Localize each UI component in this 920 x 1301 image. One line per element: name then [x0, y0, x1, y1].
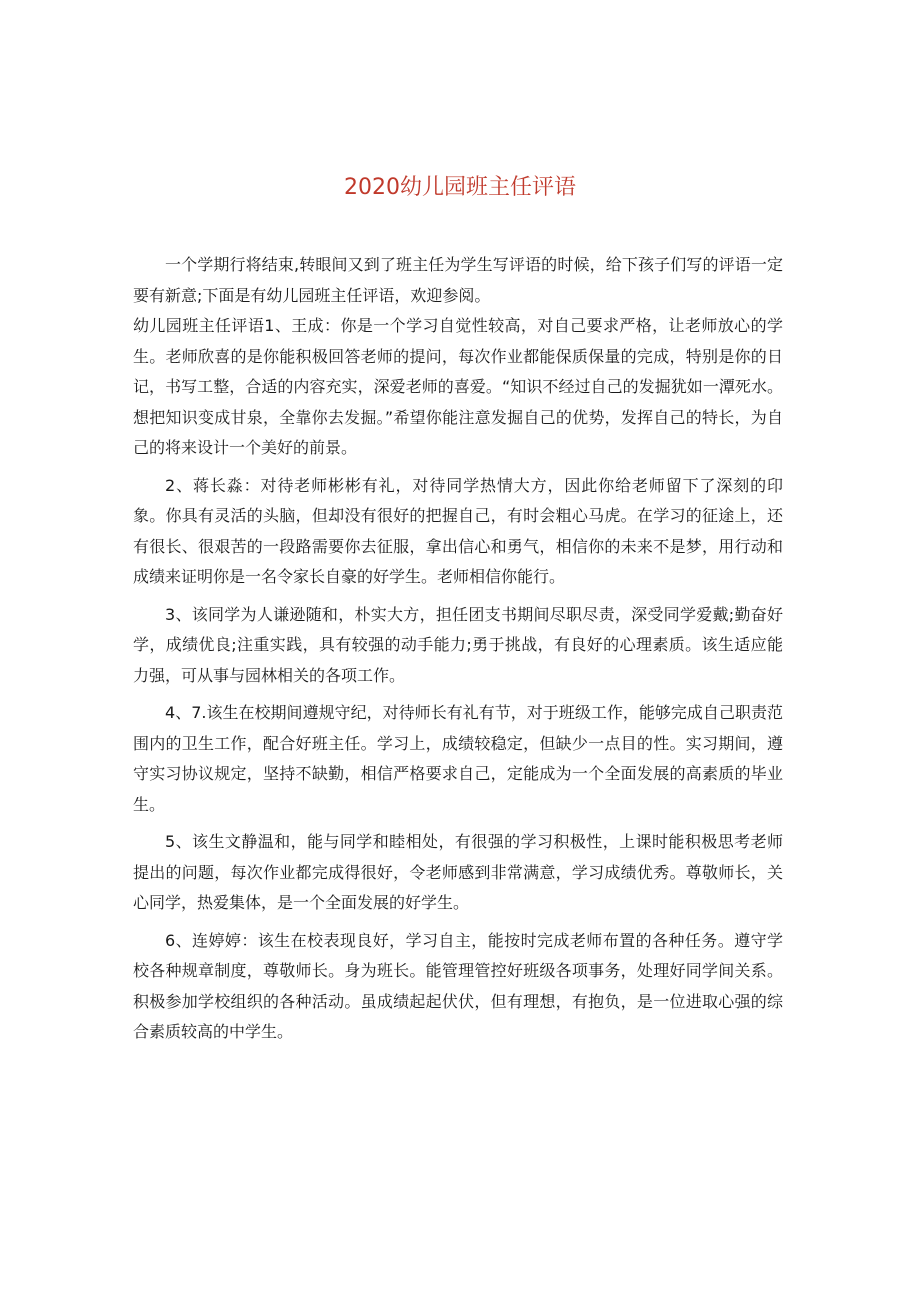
comment-paragraph-3: 3、该同学为人谦逊随和，朴实大方，担任团支书期间尽职尽责，深受同学爱戴;勤奋好学，成绩优良;注重实践，具有较强的动手能力;勇于挑战，有良好的心理素质。该生适应能力强，可从事与园林相关的各项工作。	[133, 604, 783, 685]
intro-paragraph: 一个学期行将结束,转眼间又到了班主任为学生写评语的时候，给下孩子们写的评语一定要有新意;下面是有幼儿园班主任评语，欢迎参阅。	[133, 255, 783, 305]
comment-paragraph-5: 5、该生文静温和，能与同学和睦相处，有很强的学习积极性，上课时能积极思考老师提出的问题，每次作业都完成得很好，令老师感到非常满意，学习成绩优秀。尊敬师长，关心同学，热爱集体，是一个全面发展的好学生。	[133, 832, 783, 912]
comment-paragraph-2: 2、蒋长淼：对待老师彬彬有礼，对待同学热情大方，因此你给老师留下了深刻的印象。你具有灵活的头脑，但却没有很好的把握自己，有时会粗心马虎。在学习的征途上，还有很长、很艰苦的一段路需要你去征服，拿出信心和勇气，相信你的未来不是梦，用行动和成绩来证明你是一名令家长自豪的好学生。老师相信你能行。	[133, 475, 783, 586]
comment-paragraph-4: 4、7.该生在校期间遵规守纪，对待师长有礼有节，对于班级工作，能够完成自己职责范围内的卫生工作，配合好班主任。学习上，成绩较稳定，但缺少一点目的性。实习期间，遵守实习协议规定，坚持不缺勤，相信严格要求自己，定能成为一个全面发展的高素质的毕业生。	[133, 703, 783, 814]
comment-paragraph-1: 幼儿园班主任评语1、王成：你是一个学习自觉性较高，对自己要求严格，让老师放心的学生。老师欣喜的是你能积极回答老师的提问，每次作业都能保质保量的完成，特别是你的日记，书写工整，合适的内容充实，深爱老师的喜爱。“知识不经过自己的发掘犹如一潭死水。想把知识变成甘泉，全靠你去发掘。”希望你能注意发掘自己的优势，发挥自己的特长，为自己的将来设计一个美好的前景。	[133, 316, 783, 457]
document-title: 2020幼儿园班主任评语	[344, 175, 576, 200]
comment-paragraph-6: 6、连婷婷：该生在校表现良好，学习自主，能按时完成老师布置的各种任务。遵守学校各种规章制度，尊敬师长。身为班长。能管理管控好班级各项事务，处理好同学间关系。积极参加学校组织的各种活动。虽成绩起起伏伏，但有理想，有抱负，是一位进取心强的综合素质较高的中学生。	[133, 930, 783, 1041]
document-body	[133, 250, 783, 1055]
